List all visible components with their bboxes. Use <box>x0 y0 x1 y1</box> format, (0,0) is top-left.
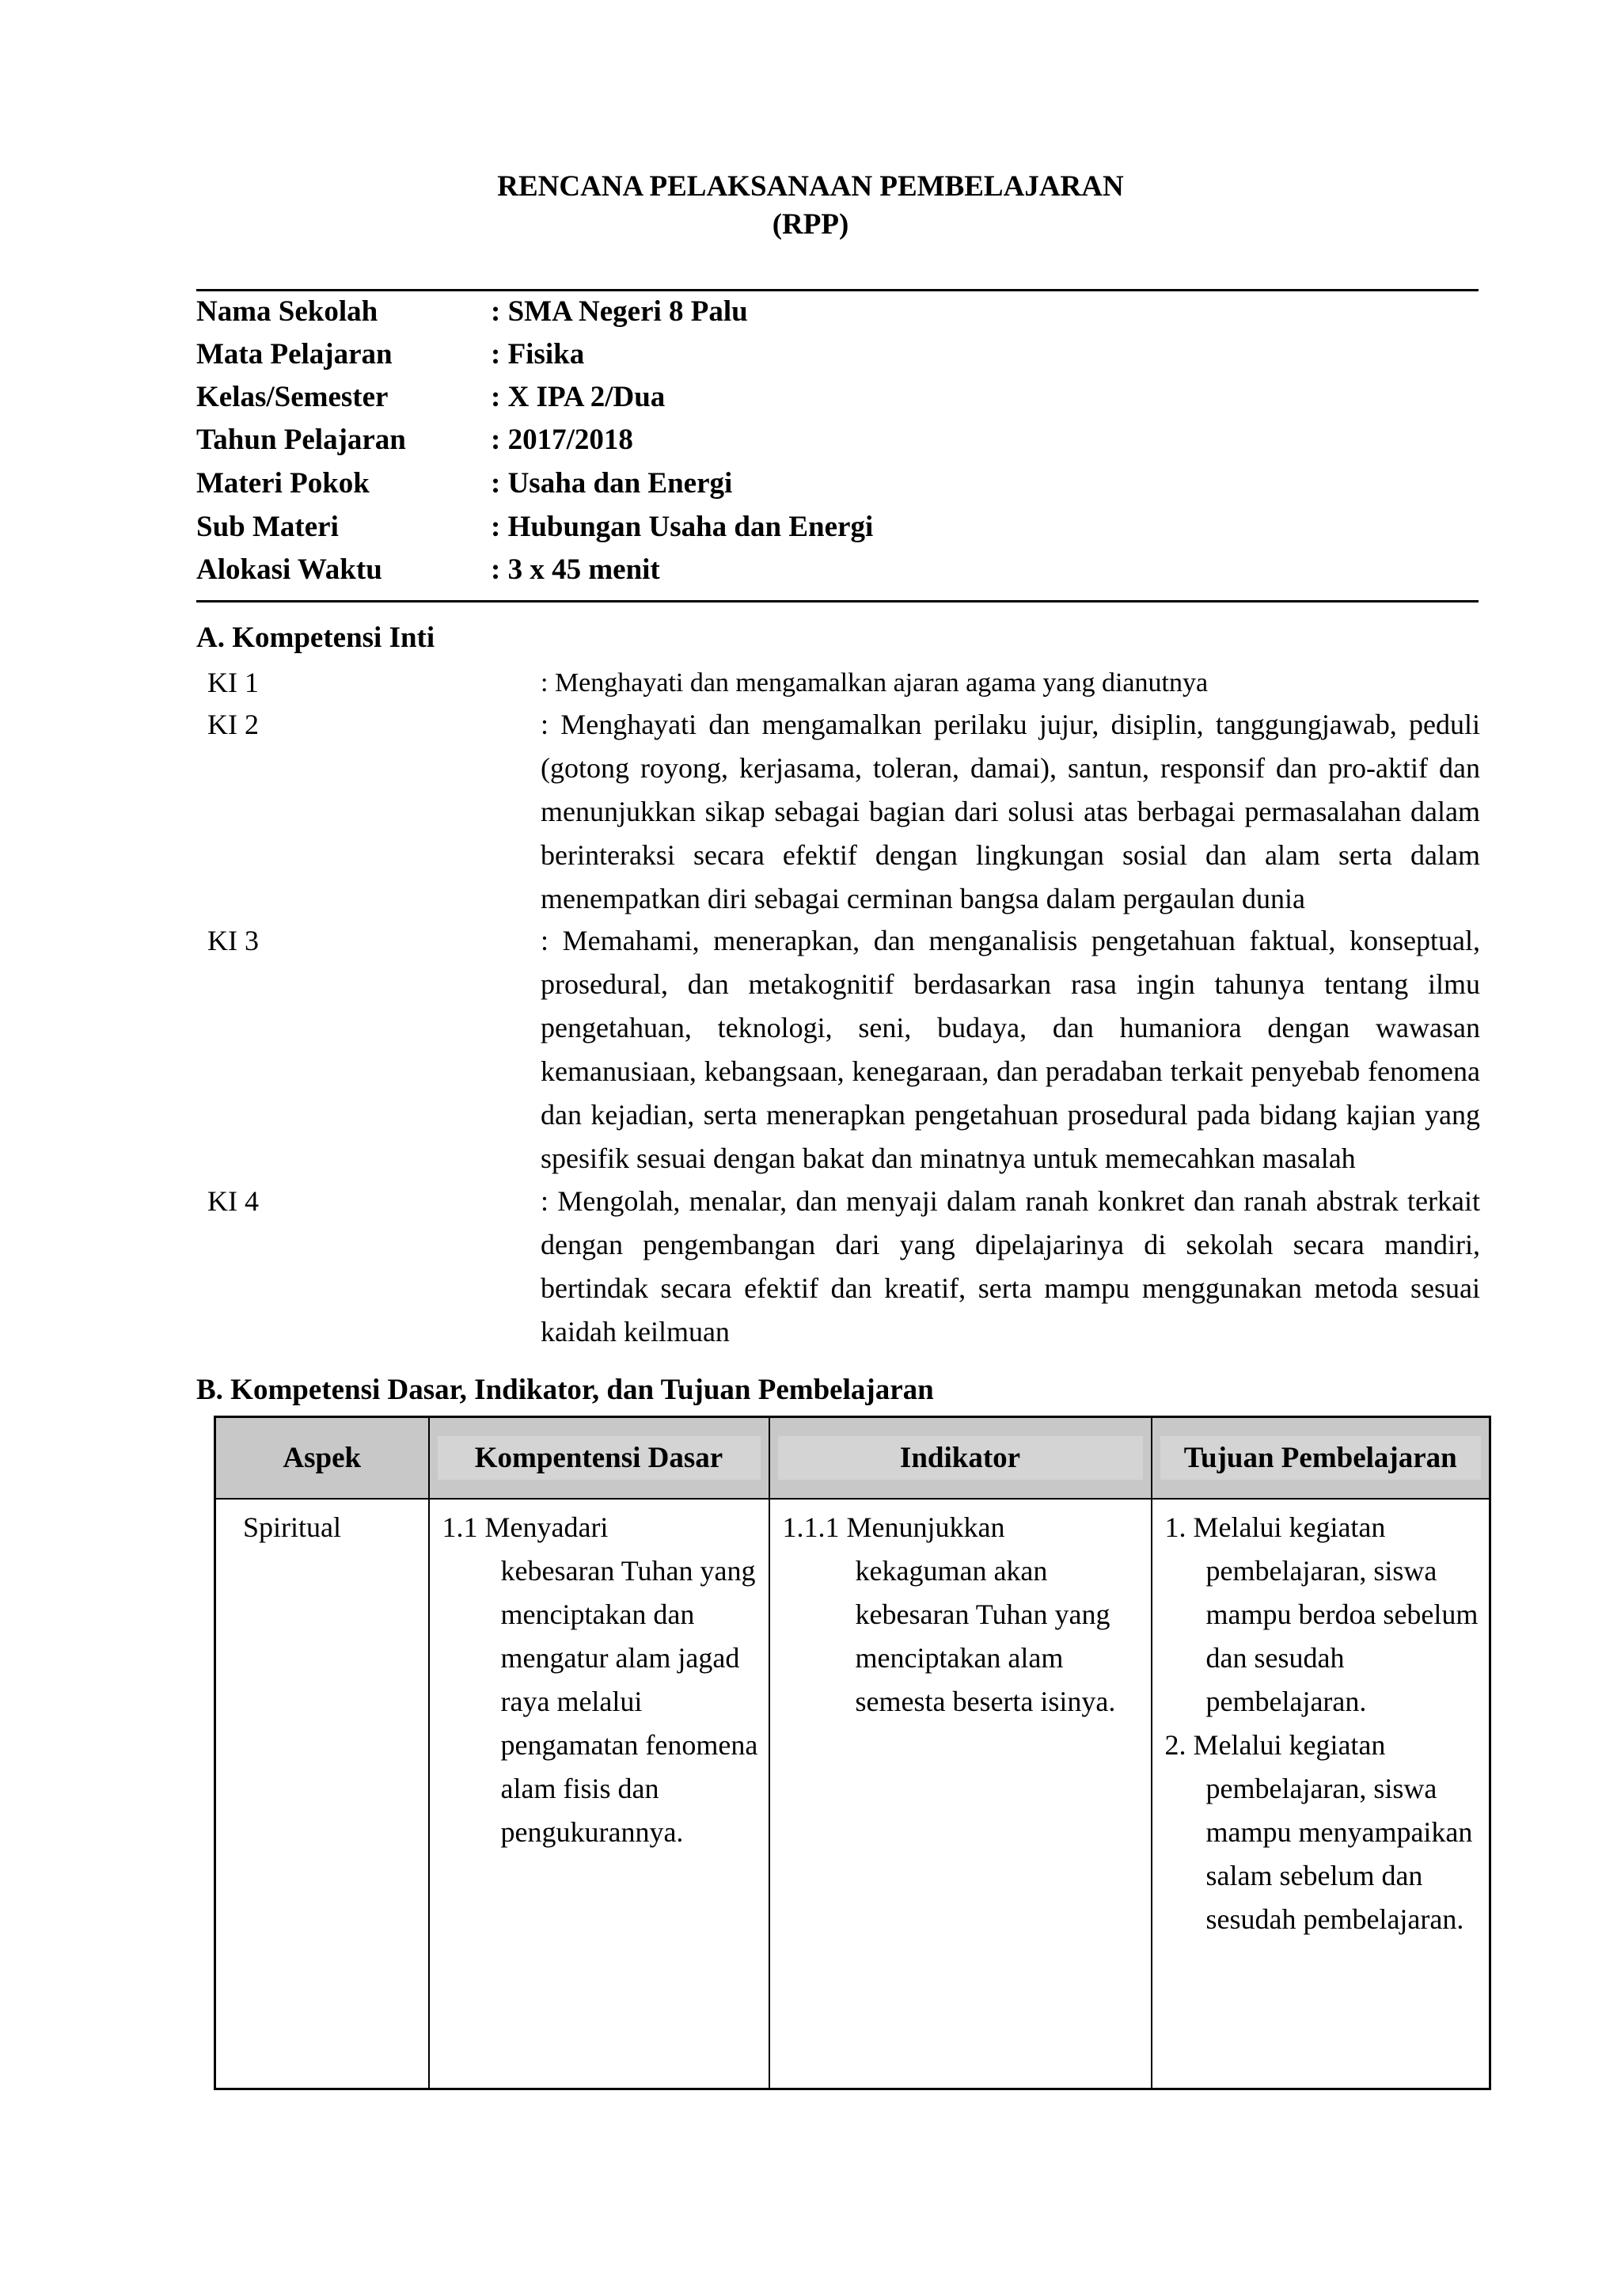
identity-label: Materi Pokok <box>196 467 370 500</box>
ki-label: KI 3 <box>207 925 259 956</box>
tujuan-number: 2. Melalui kegiatan <box>1164 1729 1386 1761</box>
identity-value: : X IPA 2/Dua <box>491 381 666 413</box>
tujuan-text: pembelajaran, siswa mampu menyampaikan salam sebelum dan sesudah pembelajaran. <box>1205 1773 1473 1935</box>
header-indikator <box>769 1417 1152 1500</box>
tujuan-item <box>1165 1724 1480 1941</box>
identity-label: Mata Pelajaran <box>196 338 393 371</box>
header-tujuan-label: Tujuan Pembelajaran <box>1160 1436 1482 1480</box>
kd-text: kebesaran Tuhan yang menciptakan dan mengatur alam jagad raya melalui pengamatan fenomena alam fisis dan pengukurannya. <box>500 1555 758 1848</box>
header-tujuan <box>1152 1417 1490 1500</box>
identity-value: : 3 x 45 menit <box>491 553 660 586</box>
header-kompetensi-dasar-label: Kompentensi Dasar <box>438 1436 761 1480</box>
indikator-number: 1.1.1 Menunjukkan <box>782 1511 1005 1543</box>
top-divider <box>196 289 1479 291</box>
identity-label: Tahun Pelajaran <box>196 424 406 456</box>
identity-value: : Hubungan Usaha dan Energi <box>491 511 874 543</box>
cell-indikator <box>769 1499 1152 2089</box>
ki-label: KI 2 <box>207 709 259 740</box>
ki-item <box>196 1180 1480 1348</box>
identity-label: Kelas/Semester <box>196 381 389 413</box>
header-aspek <box>215 1417 429 1500</box>
header-kompetensi-dasar <box>429 1417 769 1500</box>
competency-table <box>214 1416 1491 2090</box>
cell-aspek <box>215 1499 429 2089</box>
section-a-heading: A. Kompetensi Inti <box>196 622 435 654</box>
tujuan-number: 1. Melalui kegiatan <box>1164 1511 1386 1543</box>
ki-text: : Menghayati dan mengamalkan perilaku jujur, disiplin, tanggungjawab, peduli (gotong royong, kerjasama, toleran, damai), santun, responsif dan pro-aktif dan menunjukkan sikap sebagai bagian dari solusi atas berbagai permasalahan dalam berinteraksi secara efektif dengan lingkungan sosial dan alam serta dalam menempatkan diri sebagai cerminan bangsa dalam pergaulan dunia <box>541 709 1480 914</box>
document-subtitle: (RPP) <box>772 208 849 241</box>
header-indikator-label: Indikator <box>778 1436 1143 1480</box>
ki-item <box>196 703 1480 921</box>
identity-value: : Fisika <box>491 338 585 371</box>
identity-label: Sub Materi <box>196 511 339 543</box>
bottom-divider <box>196 600 1479 603</box>
ki-text: : Mengolah, menalar, dan menyaji dalam ranah konkret dan ranah abstrak terkait dengan pengembangan dari yang dipelajarinya di sekolah secara mandiri, bertindak secara efektif dan kreatif, serta mampu menggunakan metoda sesuai kaidah keilmuan <box>541 1185 1480 1348</box>
ki-text: : Menghayati dan mengamalkan ajaran agama yang dianutnya <box>541 668 1209 698</box>
tujuan-item <box>1165 1506 1480 1724</box>
header-aspek-label: Aspek <box>283 1442 362 1474</box>
identity-value: : Usaha dan Energi <box>491 467 733 500</box>
ki-text: : Memahami, menerapkan, dan menganalisis pengetahuan faktual, konseptual, prosedural, dan metakognitif berdasarkan rasa ingin tahunya tentang ilmu pengetahuan, teknologi, seni, budaya, dan humaniora dengan wawasan kemanusiaan, kebangsaan, kenegaraan, dan peradaban terkait penyebab fenomena dan kejadian, serta menerapkan pengetahuan prosedural pada bidang kajian yang spesifik sesuai dengan bakat dan minatnya untuk memecahkan masalah <box>541 925 1480 1174</box>
aspek-value: Spiritual <box>243 1511 341 1543</box>
identity-value: : 2017/2018 <box>491 424 633 456</box>
ki-label: KI 1 <box>207 667 259 698</box>
ki-item <box>196 661 1480 705</box>
indikator-text: kekaguman akan kebesaran Tuhan yang menciptakan alam semesta beserta isinya. <box>855 1555 1116 1717</box>
document-title: RENCANA PELAKSANAAN PEMBELAJARAN <box>497 170 1124 203</box>
identity-value: : SMA Negeri 8 Palu <box>491 295 748 328</box>
cell-kompetensi-dasar <box>429 1499 769 2089</box>
ki-label: KI 4 <box>207 1185 259 1217</box>
ki-item <box>196 919 1480 1180</box>
kd-number: 1.1 Menyadari <box>442 1511 609 1543</box>
section-b-heading: B. Kompetensi Dasar, Indikator, dan Tujuan Pembelajaran <box>196 1374 934 1406</box>
table-header-row <box>215 1417 1490 1500</box>
identity-label: Nama Sekolah <box>196 295 378 328</box>
tujuan-text: pembelajaran, siswa mampu berdoa sebelum dan sesudah pembelajaran. <box>1205 1555 1479 1717</box>
table-row <box>215 1499 1490 2089</box>
identity-label: Alokasi Waktu <box>196 553 382 586</box>
cell-tujuan <box>1152 1499 1490 2089</box>
